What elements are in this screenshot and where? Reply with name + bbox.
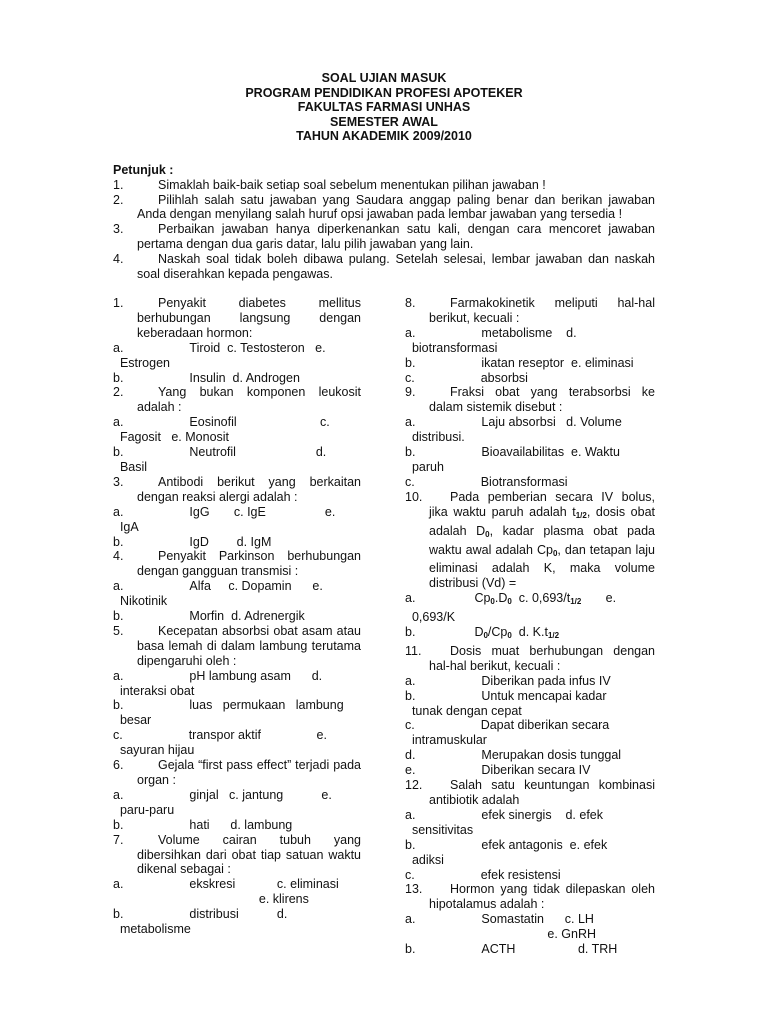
question-number: 4. (113, 549, 124, 564)
question-number: 11. (405, 643, 422, 658)
answer-option-line: Nikotinik (113, 594, 168, 609)
question-block (113, 475, 361, 550)
subscript: 0 (485, 529, 490, 539)
instruction-item (113, 193, 655, 223)
answer-option-line: b. distribusi d. (113, 907, 288, 922)
answer-option-line: b. ACTH d. TRH (405, 942, 618, 957)
option-letter: a. (405, 591, 416, 606)
option-part: /Cp (487, 625, 508, 640)
answer-option-line: b. luas permukaan lambung (113, 698, 344, 713)
question-text-part: , dosis obat adalah D (429, 504, 655, 538)
question-text-part: , kadar plasma obat pada waktu awal adalah Cp (429, 523, 655, 557)
question-text: Penyakit diabetes mellitus berhubungan langsung dengan keberadaan hormon: (137, 296, 361, 340)
option-part: d. K.t (511, 625, 548, 640)
answer-option-line: c. transpor aktif e. (113, 728, 327, 743)
instruction-text: Pilihlah salah satu jawaban yang Saudara anggap paling benar dan berikan jawaban Anda dengan menyilang salah huruf opsi jawaban pada lembar jawaban yang tersedia ! (137, 192, 655, 222)
answer-option-line: biotransformasi (405, 340, 498, 355)
option-spacer (405, 610, 412, 624)
question-text (429, 490, 655, 591)
question-stem (405, 385, 655, 415)
question-number: 12. (405, 778, 423, 793)
header-line-4: SEMESTER AWAL (330, 114, 438, 129)
answer-option-line: distribusi. (405, 430, 465, 445)
answer-option-line: b. Neutrofil d. (113, 445, 327, 460)
subscript: 0 (552, 548, 558, 558)
answer-option-line: paruh (405, 459, 444, 474)
answer-option-line: e. klirens (113, 892, 309, 907)
question-text: Volume cairan tubuh yang dibersihkan dari obat tiap satuan waktu dikenal sebagai : (137, 832, 361, 877)
answer-option-line: e. GnRH (405, 927, 597, 942)
answer-option-line (381, 625, 655, 644)
answer-option-line: e. Diberikan secara IV (405, 763, 591, 778)
question-number: 13. (405, 882, 423, 897)
option-part: 0,693/K (411, 610, 456, 625)
option-part: D (474, 625, 484, 640)
question-text: Gejala “first pass effect” terjadi pada organ : (137, 758, 361, 787)
answer-option-line: sensitivitas (405, 822, 474, 837)
question-number: 10. (405, 489, 423, 504)
instruction-number: 4. (113, 251, 124, 266)
answer-option-line: IgA (113, 519, 139, 534)
question-text: Fraksi obat yang terabsorbsi ke dalam sistemik disebut : (429, 385, 655, 415)
instruction-number: 2. (113, 192, 124, 207)
question-text: Dosis muat berhubungan dengan hal-hal berikut, kecuali : (429, 643, 655, 673)
answer-option-line: b. Bioavailabilitas e. Waktu (405, 445, 620, 460)
instruction-text: Perbaikan jawaban hanya diperkenankan satu kali, dengan cara mencoret jawaban pertama dengan dua garis datar, lalu pilih jawaban yang lain. (137, 222, 655, 251)
question-number: 9. (405, 385, 416, 400)
answer-option-line: c. Dapat diberikan secara (405, 718, 610, 733)
answer-option-line (381, 610, 655, 625)
answer-option-line: Estrogen (113, 355, 170, 370)
question-block (113, 549, 361, 624)
instruction-number: 1. (113, 177, 124, 192)
answer-option-line: a. Laju absorbsi d. Volume (405, 415, 622, 430)
answer-option-line: sayuran hijau (113, 743, 195, 758)
question-block (113, 758, 361, 833)
answer-option-line: a. ginjal c. jantung e. (113, 787, 332, 802)
question-text: Hormon yang tidak dilepaskan oleh hipotalamus adalah : (429, 882, 655, 912)
answer-option-line: a. Diberikan pada infus IV (405, 673, 611, 688)
answer-option-line: a. Somastatin c. LH (405, 912, 594, 927)
subscript: 0 (490, 597, 495, 607)
answer-option-line: b. hati d. lambung (113, 817, 293, 832)
subscript: 1/2 (547, 631, 560, 641)
header-line-1: SOAL UJIAN MASUK (321, 71, 447, 85)
answer-option-line: metabolisme (113, 922, 191, 937)
answer-option-line: besar (113, 713, 152, 728)
answer-option-line: a. IgG c. IgE e. (113, 504, 336, 519)
answer-option-line: a. pH lambung asam d. (113, 668, 323, 683)
answer-option-line: tunak dengan cepat (405, 703, 522, 718)
question-number: 1. (113, 296, 124, 310)
question-text: Antibodi berikut yang berkaitan dengan reaksi alergi adalah : (137, 474, 361, 504)
question-block (405, 778, 655, 882)
question-text: Farmakokinetik meliputi hal-hal berikut, kecuali : (429, 296, 655, 325)
answer-option-line: b. Insulin d. Androgen (113, 370, 300, 385)
answer-option-line: d. Merupakan dosis tunggal (405, 748, 622, 763)
question-stem (405, 778, 655, 808)
instruction-text: Naskah soal tidak boleh dibawa pulang. Setelah selesai, lembar jawaban dan naskah soal diserahkan kepada pengawas. (137, 251, 655, 281)
question-text: Salah satu keuntungan kombinasi antibiotik adalah (429, 778, 655, 807)
answer-option-line: c. absorbsi (405, 370, 528, 385)
subscript: 0 (483, 631, 488, 641)
question-block (113, 296, 361, 385)
answer-option-line: intramuskular (405, 733, 487, 748)
answer-option-line: c. Biotransformasi (405, 474, 568, 489)
question-block (405, 882, 655, 957)
option-part: .D (494, 591, 508, 606)
question-block (113, 833, 361, 937)
instruction-text: Simaklah baik-baik setiap soal sebelum menentukan pilihan jawaban ! (158, 177, 546, 192)
question-stem (113, 296, 361, 341)
instruction-item (113, 252, 655, 282)
question-number: 7. (113, 832, 124, 847)
answer-option-line: c. efek resistensi (405, 867, 561, 882)
question-number: 2. (113, 385, 124, 400)
option-part: Cp (474, 591, 491, 606)
answer-option-line: a. efek sinergis d. efek (405, 807, 603, 822)
subscript: 1/2 (575, 510, 587, 520)
subscript: 0 (507, 597, 512, 607)
option-part: e. (581, 591, 617, 606)
question-block (405, 296, 655, 385)
answer-option-line: adiksi (405, 852, 444, 867)
question-text: Yang bukan komponen leukosit adalah : (137, 385, 361, 415)
answer-option-line: a. Eosinofil c. (113, 415, 330, 430)
question-number: 8. (405, 296, 416, 310)
answer-option-line: b. IgD d. IgM (113, 534, 272, 549)
document-header (0, 71, 768, 144)
option-part: c. 0,693/t (511, 591, 571, 606)
question-text: Kecepatan absorbsi obat asam atau basa lemah di dalam lambung terutama dipengaruhi oleh : (137, 623, 361, 668)
answer-option-line: interaksi obat (113, 683, 195, 698)
question-text-part: , dan tetapan laju eliminasi adalah K, maka volume distribusi (Vd) = (429, 542, 655, 591)
header-line-2: PROGRAM PENDIDIKAN PROFESI APOTEKER (245, 85, 523, 100)
answer-option-line: b. ikatan reseptor e. eliminasi (405, 355, 634, 370)
question-text-part: Pada pemberian secara IV bolus, jika waktu paruh adalah t (429, 489, 655, 519)
subscript: 0 (507, 631, 512, 641)
question-stem (405, 882, 655, 912)
answer-option-line: a. metabolisme d. (405, 325, 577, 340)
question-stem (405, 296, 655, 326)
questions-right-column (405, 296, 655, 957)
question-number: 6. (113, 758, 124, 773)
instructions-title: Petunjuk : (113, 163, 174, 177)
question-block (405, 644, 655, 778)
question-stem (113, 549, 361, 579)
header-line-5: TAHUN AKADEMIK 2009/2010 (296, 129, 472, 143)
question-block (113, 624, 361, 758)
question-stem (113, 833, 361, 878)
instruction-item (113, 222, 655, 252)
answer-option-line: Basil (113, 459, 148, 474)
instructions (113, 163, 655, 281)
question-stem (113, 758, 361, 788)
question-block (405, 490, 655, 644)
question-stem (113, 385, 361, 415)
question-number: 3. (113, 474, 124, 489)
answer-option-line: b. Morfin d. Adrenergik (113, 609, 305, 624)
answer-option-line: b. Untuk mencapai kadar (405, 688, 607, 703)
question-stem (113, 475, 361, 505)
header-line-3: FAKULTAS FARMASI UNHAS (297, 100, 471, 114)
answer-option-line: a. ekskresi c. eliminasi (113, 877, 339, 892)
question-block (405, 385, 655, 489)
answer-option-line: a. Alfa c. Dopamin e. (113, 579, 323, 594)
question-stem (405, 644, 655, 674)
instruction-number: 3. (113, 222, 124, 237)
question-stem (405, 490, 655, 591)
answer-option-line: b. efek antagonis e. efek (405, 837, 608, 852)
question-number: 5. (113, 623, 124, 638)
answer-option-line: a. Tiroid c. Testosteron e. (113, 340, 326, 355)
answer-option-line: Fagosit e. Monosit (113, 430, 230, 445)
question-text: Penyakit Parkinson berhubungan dengan gangguan transmisi : (137, 549, 361, 579)
answer-option-line: paru-paru (113, 802, 175, 817)
answer-option-line (381, 591, 655, 610)
questions-left-column (113, 296, 361, 937)
question-stem (113, 624, 361, 669)
subscript: 1/2 (570, 597, 582, 607)
instruction-item (113, 178, 655, 193)
question-block (113, 385, 361, 474)
option-letter: b. (405, 625, 416, 640)
